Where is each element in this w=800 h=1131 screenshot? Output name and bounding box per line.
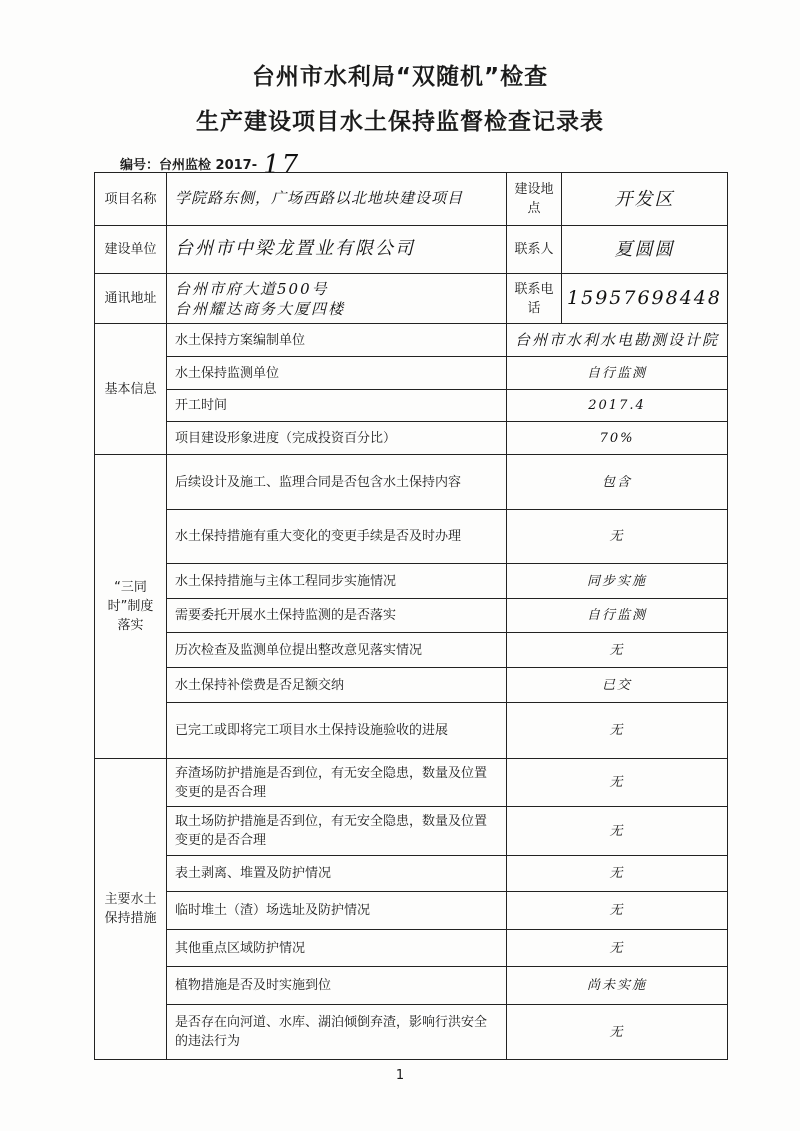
main-measures-category: 主要水土保持措施	[95, 759, 167, 1060]
question-cell: 弃渣场防护措施是否到位，有无安全隐患，数量及位置变更的是否合理	[167, 759, 507, 807]
measures-row-4	[95, 892, 728, 930]
answer-cell: 无	[507, 892, 728, 930]
answer-cell: 70%	[507, 422, 728, 455]
measures-row-3	[95, 856, 728, 892]
question-cell: 表土剥离、堆置及防护情况	[167, 856, 507, 892]
answer-cell: 已交	[507, 668, 728, 703]
measures-row-5	[95, 930, 728, 967]
answer-cell: 包含	[507, 455, 728, 510]
project-name-label: 项目名称	[95, 173, 167, 226]
question-cell: 需要委托开展水土保持监测的是否落实	[167, 599, 507, 633]
document-number-value: 17	[263, 150, 301, 180]
address-value	[167, 274, 507, 324]
question-cell: 其他重点区域防护情况	[167, 930, 507, 967]
answer-cell: 2017.4	[507, 390, 728, 422]
inspection-form-table	[94, 172, 728, 1060]
project-name-value: 学院路东侧，广场西路以北地块建设项目	[167, 173, 507, 226]
builder-label: 建设单位	[95, 226, 167, 274]
three-sim-row-6	[95, 668, 728, 703]
three-sim-row-5	[95, 633, 728, 668]
phone-cell	[507, 274, 728, 324]
question-cell: 后续设计及施工、监理合同是否包含水土保持内容	[167, 455, 507, 510]
three-sim-row-7	[95, 703, 728, 759]
question-cell: 已完工或即将完工项目水土保持设施验收的进展	[167, 703, 507, 759]
measures-row-2	[95, 807, 728, 856]
three-sim-row-4	[95, 599, 728, 633]
question-cell: 是否存在向河道、水库、湖泊倾倒弃渣，影响行洪安全的违法行为	[167, 1005, 507, 1060]
address-row	[95, 274, 728, 324]
address-line2: 台州耀达商务大厦四楼	[175, 299, 346, 318]
measures-row-7	[95, 1005, 728, 1060]
question-cell: 历次检查及监测单位提出整改意见落实情况	[167, 633, 507, 668]
answer-cell: 同步实施	[507, 564, 728, 599]
page-title-line2: 生产建设项目水土保持监督检查记录表	[196, 109, 604, 135]
question-cell: 开工时间	[167, 390, 507, 422]
answer-cell: 无	[507, 703, 728, 759]
answer-cell: 无	[507, 856, 728, 892]
answer-cell: 无	[507, 759, 728, 807]
question-cell: 临时堆土（渣）场选址及防护情况	[167, 892, 507, 930]
basic-info-row-3	[95, 390, 728, 422]
builder-value: 台州市中梁龙置业有限公司	[167, 226, 507, 274]
basic-info-category: 基本信息	[95, 324, 167, 455]
answer-cell: 尚未实施	[507, 967, 728, 1005]
question-cell: 水土保持措施有重大变化的变更手续是否及时办理	[167, 510, 507, 564]
page-number: 1	[395, 1068, 405, 1083]
measures-row-1	[95, 759, 728, 807]
answer-cell: 无	[507, 1005, 728, 1060]
answer-cell: 自行监测	[507, 599, 728, 633]
phone-label: 联系电话	[507, 274, 562, 323]
location-value: 开发区	[614, 188, 675, 210]
answer-cell: 无	[507, 807, 728, 856]
question-cell: 水土保持补偿费是否足额交纳	[167, 668, 507, 703]
question-cell: 植物措施是否及时实施到位	[167, 967, 507, 1005]
question-cell: 水土保持监测单位	[167, 357, 507, 390]
measures-row-6	[95, 967, 728, 1005]
question-cell: 水土保持措施与主体工程同步实施情况	[167, 564, 507, 599]
contact-value: 夏圆圆	[614, 239, 675, 260]
document-number-label: 编号：台州监检 2017-	[120, 158, 258, 173]
three-sim-row-2	[95, 510, 728, 564]
answer-cell: 无	[507, 633, 728, 668]
question-cell: 水土保持方案编制单位	[167, 324, 507, 357]
address-line1: 台州市府大道500号	[175, 279, 329, 298]
location-label: 建设地点	[507, 173, 562, 225]
three-sim-row-1	[95, 455, 728, 510]
location-cell	[507, 173, 728, 226]
answer-cell: 无	[507, 510, 728, 564]
address-label: 通讯地址	[95, 274, 167, 324]
answer-cell: 台州市水利水电勘测设计院	[507, 324, 728, 357]
page-title-line1: 台州市水利局“双随机”检查	[251, 64, 549, 90]
phone-value: 15957698448	[567, 287, 722, 309]
question-cell: 取土场防护措施是否到位，有无安全隐患，数量及位置变更的是否合理	[167, 807, 507, 856]
basic-info-row-1	[95, 324, 728, 357]
question-cell: 项目建设形象进度（完成投资百分比）	[167, 422, 507, 455]
three-sim-row-3	[95, 564, 728, 599]
project-row	[95, 173, 728, 226]
builder-row	[95, 226, 728, 274]
basic-info-row-2	[95, 357, 728, 390]
three-simultaneous-category: “三同时”制度落实	[95, 455, 167, 759]
contact-cell	[507, 226, 728, 274]
answer-cell: 无	[507, 930, 728, 967]
basic-info-row-4	[95, 422, 728, 455]
contact-label: 联系人	[507, 226, 562, 273]
answer-cell: 自行监测	[507, 357, 728, 390]
